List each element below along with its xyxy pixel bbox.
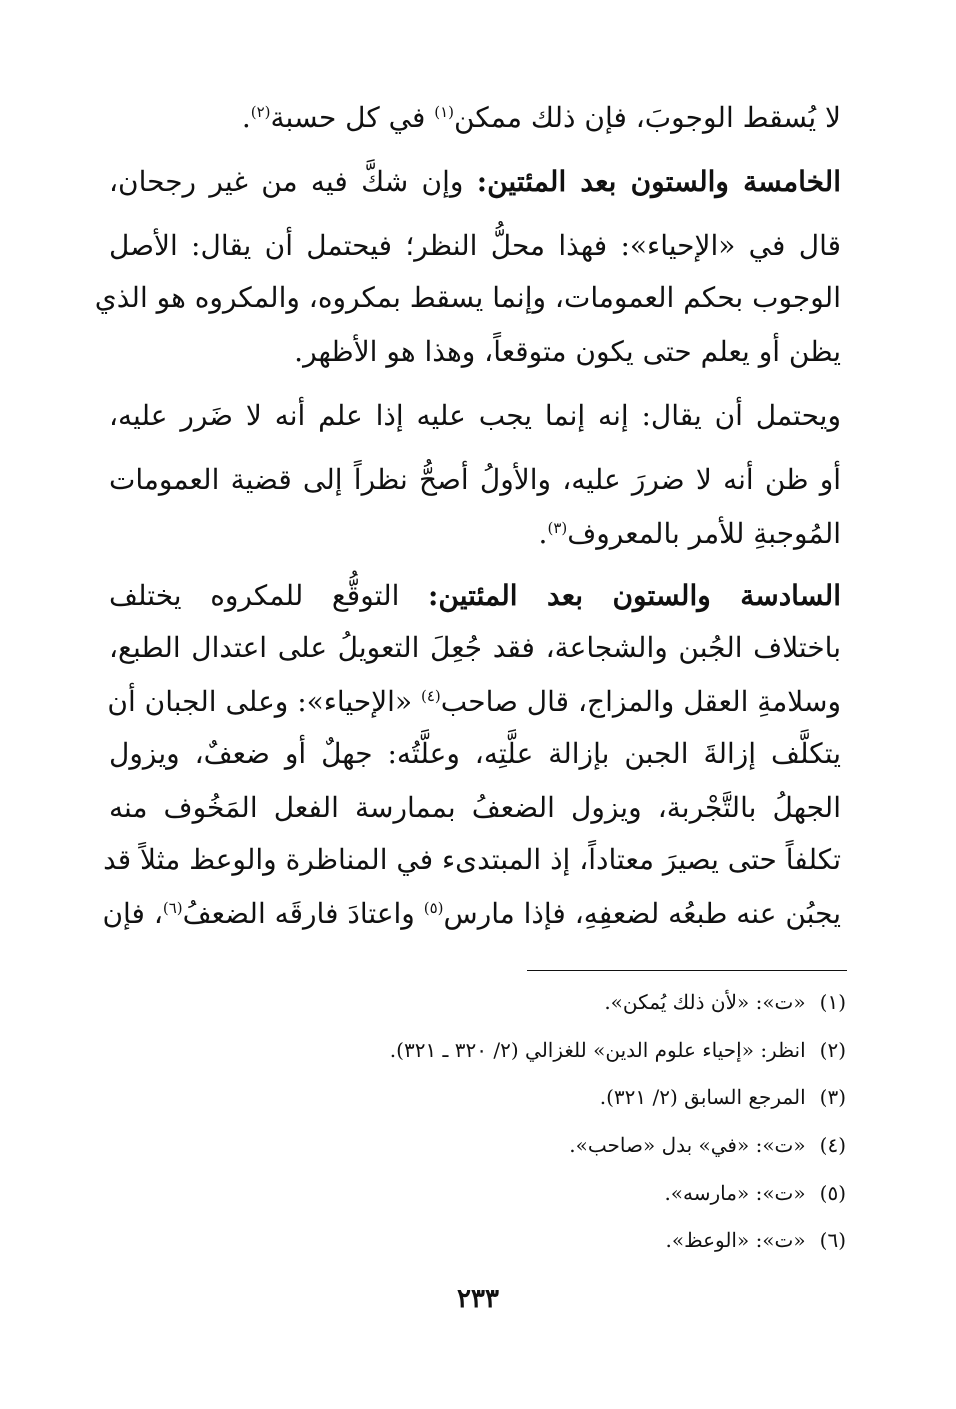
text-run: لا يُسقط الوجوبَ، فإن ذلك ممكن <box>454 101 841 134</box>
text-run: يجبُن عنه طبعُه لضعفِهِ، فإذا مارس <box>443 897 841 930</box>
footnote <box>116 1036 846 1064</box>
text-run: التوقُّع للمكروه يختلف <box>109 579 429 612</box>
body-line <box>109 684 841 720</box>
footnote-marker: (٥) <box>423 899 444 917</box>
text-run: ويحتمل أن يقال: إنه إنما يجب عليه إذا علم أنه لا ضَرر عليه، <box>109 399 841 432</box>
body-line <box>109 578 841 614</box>
text-run: الجهلُ بالتَّجْربة، ويزول الضعفُ بممارسة الفعل المَخُوف منه <box>109 791 841 824</box>
footnote-marker: (٣) <box>547 519 568 537</box>
footnote-text: «ت»: «مارسه». <box>664 1181 806 1205</box>
text-run: . <box>241 101 251 134</box>
footnote-number: (٥) <box>819 1181 846 1205</box>
text-run: واعتادَ فارقَه الضعفُ <box>182 897 424 930</box>
body-line <box>109 630 841 666</box>
text-run: الوجوب بحكم العمومات، وإنما يسقط بمكروه، والمكروه هو الذي <box>94 281 841 314</box>
body-line <box>109 736 841 772</box>
footnote-separator <box>527 970 847 971</box>
footnote <box>116 1083 846 1111</box>
text-run: في كل حسبة <box>270 101 435 134</box>
footnote-marker: (٦) <box>162 899 183 917</box>
footnote-number: (٢) <box>819 1038 846 1062</box>
footnote-marker: (٢) <box>250 103 271 121</box>
footnote <box>116 1131 846 1159</box>
body-line <box>109 334 841 370</box>
footnote-number: (١) <box>819 990 846 1014</box>
text-run: أو ظن أنه لا ضررَ عليه، والأولُ أصحُّ نظراً إلى قضية العمومات <box>109 463 841 496</box>
body-line <box>109 516 841 552</box>
text-run: يظن أو يعلم حتى يكون متوقعاً، وهذا هو الأظهر. <box>294 335 841 368</box>
footnote <box>116 1226 846 1254</box>
footnote-number: (٦) <box>819 1228 846 1252</box>
body-line <box>109 462 841 498</box>
section-heading: السادسة والستون بعد المئتين: <box>428 579 841 612</box>
body-line <box>109 164 841 200</box>
footnote-number: (٤) <box>819 1133 846 1157</box>
footnote-marker: (٤) <box>421 687 441 705</box>
footnote-marker: (١) <box>434 103 455 121</box>
text-run: ، فإن <box>102 897 163 930</box>
body-line <box>109 100 841 136</box>
footnote <box>116 988 846 1016</box>
footnote <box>116 1179 846 1207</box>
body-line <box>102 896 841 932</box>
text-run: تكلفاً حتى يصيرَ معتاداً، إذ المبتدىء في المناظرة والوعظ مثلاً قد <box>103 843 841 876</box>
text-run: . <box>538 517 548 550</box>
text-run: وسلامةِ العقل والمزاج، قال صاحب <box>440 685 841 718</box>
footnote-text: المرجع السابق (٢/ ٣٢١). <box>599 1085 806 1109</box>
footnote-number: (٣) <box>819 1085 846 1109</box>
text-run: وإن شكَّ فيه من غير رجحان، <box>109 165 477 198</box>
footnote-text: «ت»: «في» بدل «صاحب». <box>569 1133 806 1157</box>
text-run: يتكلَّف إزالةَ الجبن بإزالة علَّتِه، وعلَّتُه: جهلٌ أو ضعفٌ، ويزول <box>109 737 841 770</box>
page-number: ٢٣٣ <box>457 1284 499 1314</box>
body-line <box>103 842 841 878</box>
body-line <box>109 790 841 826</box>
body-line <box>94 280 841 316</box>
text-run: «الإحياء»: وعلى الجبان أن <box>107 685 421 718</box>
text-run: باختلاف الجُبن والشجاعة، فقد جُعِلَ التعويلُ على اعتدال الطبع، <box>109 631 841 664</box>
footnote-text: «ت»: «الوعظ». <box>665 1228 806 1252</box>
text-run: قال في «الإحياء»: فهذا محلُّ النظر؛ فيحتمل أن يقال: الأصل <box>109 229 841 262</box>
footnote-text: «ت»: «لأن ذلك يُمكن». <box>604 990 806 1014</box>
body-line <box>109 398 841 434</box>
footnote-text: انظر: «إحياء علوم الدين» للغزالي (٢/ ٣٢٠ ـ ٣٢١). <box>389 1038 806 1062</box>
body-line <box>109 228 841 264</box>
text-run: المُوجبةِ للأمر بالمعروف <box>567 517 841 550</box>
section-heading: الخامسة والستون بعد المئتين: <box>476 165 841 198</box>
